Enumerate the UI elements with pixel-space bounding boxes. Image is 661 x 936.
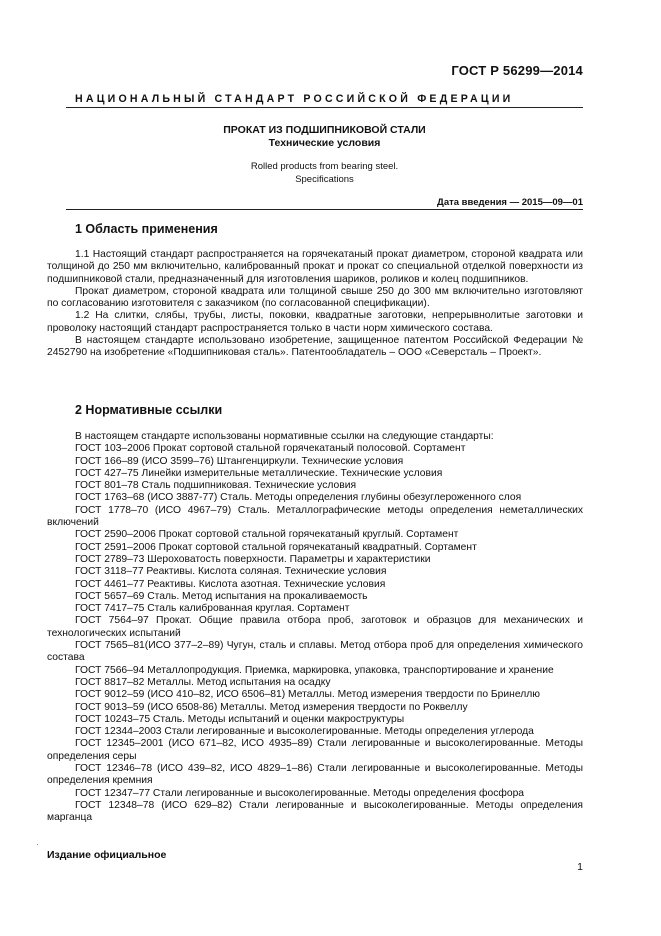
reference-item: ГОСТ 801–78 Сталь подшипниковая. Технические условия	[75, 480, 357, 492]
reference-item: ГОСТ 12347–77 Стали легированные и высоколегированные. Методы определения фосфора	[75, 787, 525, 799]
reference-item: ГОСТ 4461–77 Реактивы. Кислота азотная. Технические условия	[75, 578, 386, 590]
title-en-sub: Specifications	[295, 174, 354, 185]
reference-item: ГОСТ 1778–70 (ИСО 4967–79) Сталь. Металлографические методы определения неметаллических включений	[47, 504, 583, 529]
paragraph: В настоящем стандарте использовано изобретение, защищенное патентом Российской Федерации № 2452790 на изобретение «Подшипниковая сталь». Патентообладатель – ООО «Северсталь – Проект».	[47, 335, 583, 359]
section-1-heading: 1 Область применения	[75, 222, 218, 236]
reference-item: ГОСТ 7566–94 Металлопродукция. Приемка, маркировка, упаковка, транспортирование и хранение	[75, 664, 554, 676]
reference-item: ГОСТ 8817–82 Металлы. Метод испытания на осадку	[75, 676, 331, 688]
paragraph: 1.1 Настоящий стандарт распространяется на горячекатаный прокат диаметром, стороной квадрата или толщиной до 250 мм включительно, калиброванный прокат и прокат со специальной отделкой поверхности из подшипниковой стали, предназначенный для изготовления шариков, роликов и колец подшипников.	[47, 249, 583, 285]
reference-item: ГОСТ 7565–81(ИСО 377–2–89) Чугун, сталь и сплавы. Метод отбора проб для определения химического состава	[47, 640, 583, 664]
title-ru-sub: Технические условия	[268, 137, 381, 149]
reference-item: ГОСТ 2789–73 Шероховатость поверхности. Параметры и характеристики	[75, 553, 431, 565]
reference-item: ГОСТ 3118–77 Реактивы. Кислота соляная. Технические условия	[75, 566, 387, 578]
reference-item: ГОСТ 103–2006 Прокат сортовой стальной горячекатаный полосовой. Сортамент	[75, 443, 466, 455]
reference-item: ГОСТ 9013–59 (ИСО 6508-86) Металлы. Метод измерения твердости по Роквеллу	[75, 701, 468, 713]
reference-item: ГОСТ 166–89 (ИСО 3599–76) Штангенциркули. Технические условия	[75, 455, 404, 467]
section-2-body	[47, 431, 583, 825]
reference-item: ГОСТ 5657–69 Сталь. Метод испытания на прокаливаемость	[75, 590, 368, 602]
section-1-body	[47, 249, 583, 360]
title-en-block	[66, 160, 583, 186]
reference-item: ГОСТ 12345–2001 (ИСО 671–82, ИСО 4935–89) Стали легированные и высоколегированные. Методы определения серы	[47, 738, 583, 762]
stray-mark: ·	[36, 840, 39, 849]
page-number: 1	[577, 861, 583, 873]
header-divider	[66, 107, 583, 108]
section-2-heading: 2 Нормативные ссылки	[75, 403, 223, 417]
title-ru-block	[66, 124, 583, 150]
title-ru-main: ПРОКАТ ИЗ ПОДШИПНИКОВОЙ СТАЛИ	[223, 124, 426, 136]
reference-item: ГОСТ 12344–2003 Стали легированные и высоколегированные. Методы определения углерода	[75, 726, 534, 738]
national-standard-title: НАЦИОНАЛЬНЫЙ СТАНДАРТ РОССИЙСКОЙ ФЕДЕРАЦИИ	[75, 93, 514, 105]
paragraph: 1.2 На слитки, слябы, трубы, листы, поковки, квадратные заготовки, непрерывнолитые заготовки и проволоку настоящий стандарт распространяется только в части норм химического состава.	[47, 310, 583, 334]
reference-item: ГОСТ 10243–75 Сталь. Методы испытаний и оценки макроструктуры	[75, 713, 405, 725]
reference-item: ГОСТ 12346–78 (ИСО 439–82, ИСО 4829–1–86) Стали легированные и высоколегированные. Методы определения кремния	[47, 763, 583, 787]
reference-item: ГОСТ 12348–78 (ИСО 629–82) Стали легированные и высоколегированные. Методы определения марганца	[47, 799, 583, 824]
reference-item: ГОСТ 427–75 Линейки измерительные металлические. Технические условия	[75, 467, 443, 479]
reference-item: ГОСТ 7564–97 Прокат. Общие правила отбора проб, заготовок и образцов для механических и технологических испытаний	[47, 615, 583, 639]
reference-item: ГОСТ 2590–2006 Прокат сортовой стальной горячекатаный круглый. Сортамент	[75, 529, 459, 541]
introduction-date: Дата введения — 2015—09—01	[437, 197, 583, 208]
reference-item: ГОСТ 2591–2006 Прокат сортовой стальной горячекатаный квадратный. Сортамент	[75, 541, 477, 553]
reference-item: ГОСТ 9012–59 (ИСО 410–82, ИСО 6506–81) Металлы. Метод измерения твердости по Бринеллю	[75, 689, 540, 701]
reference-item: ГОСТ 7417–75 Сталь калиброванная круглая. Сортамент	[75, 603, 350, 615]
paragraph: В настоящем стандарте использованы нормативные ссылки на следующие стандарты:	[75, 431, 494, 442]
official-edition-label: Издание официальное	[47, 849, 167, 861]
reference-item: ГОСТ 1763–68 (ИСО 3887-77) Сталь. Методы определения глубины обезуглероженного слоя	[75, 492, 522, 504]
title-en-main: Rolled products from bearing steel.	[250, 161, 399, 172]
date-divider	[66, 209, 583, 210]
paragraph: Прокат диаметром, стороной квадрата или толщиной свыше 250 до 300 мм включительно изготовляют по согласованию изготовителя с заказчиком (по согласованной спецификации).	[47, 285, 583, 310]
standard-number: ГОСТ Р 56299—2014	[451, 63, 583, 78]
